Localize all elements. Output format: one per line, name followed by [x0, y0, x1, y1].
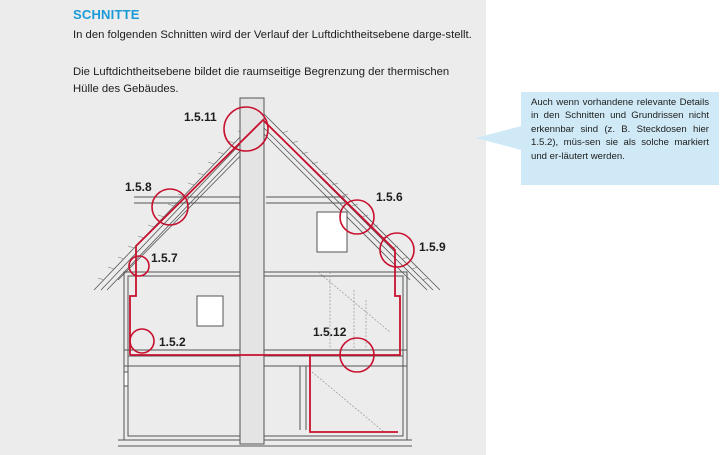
detail-circle-1-5-8[interactable] — [152, 189, 188, 225]
detail-circle-1-5-9[interactable] — [380, 233, 414, 267]
side-note-callout — [521, 92, 719, 185]
definition-paragraph: Die Luftdichtheitsebene bildet die raumseitige Begrenzung der thermischen Hülle des Gebäudes. — [73, 66, 450, 95]
side-note-text: Auch wenn vorhandene relevante Details in den Schnitten und Grundrissen nicht erkennbar sind (z. B. Steckdosen hier 1.5.2), müs-sen sie als solche markiert und er-läutert werden. — [531, 97, 709, 162]
label-1-5-6: 1.5.6 — [376, 190, 403, 204]
roof-left — [94, 113, 263, 290]
detail-circle-1-5-2[interactable] — [130, 329, 154, 353]
intro-paragraph: In den folgenden Schnitten wird der Verlauf der Luftdichtheitsebene darge-stellt. — [73, 29, 472, 41]
windows — [124, 212, 347, 386]
section-heading: SCHNITTE — [73, 7, 140, 22]
building-structure — [118, 197, 412, 446]
staircase — [312, 272, 390, 432]
label-1-5-12: 1.5.12 — [313, 325, 347, 339]
label-1-5-9: 1.5.9 — [419, 240, 446, 254]
label-1-5-8: 1.5.8 — [125, 180, 152, 194]
label-1-5-2: 1.5.2 — [159, 335, 186, 349]
detail-markers — [129, 107, 414, 372]
label-1-5-7: 1.5.7 — [151, 251, 178, 265]
label-1-5-11: 1.5.11 — [184, 110, 217, 124]
